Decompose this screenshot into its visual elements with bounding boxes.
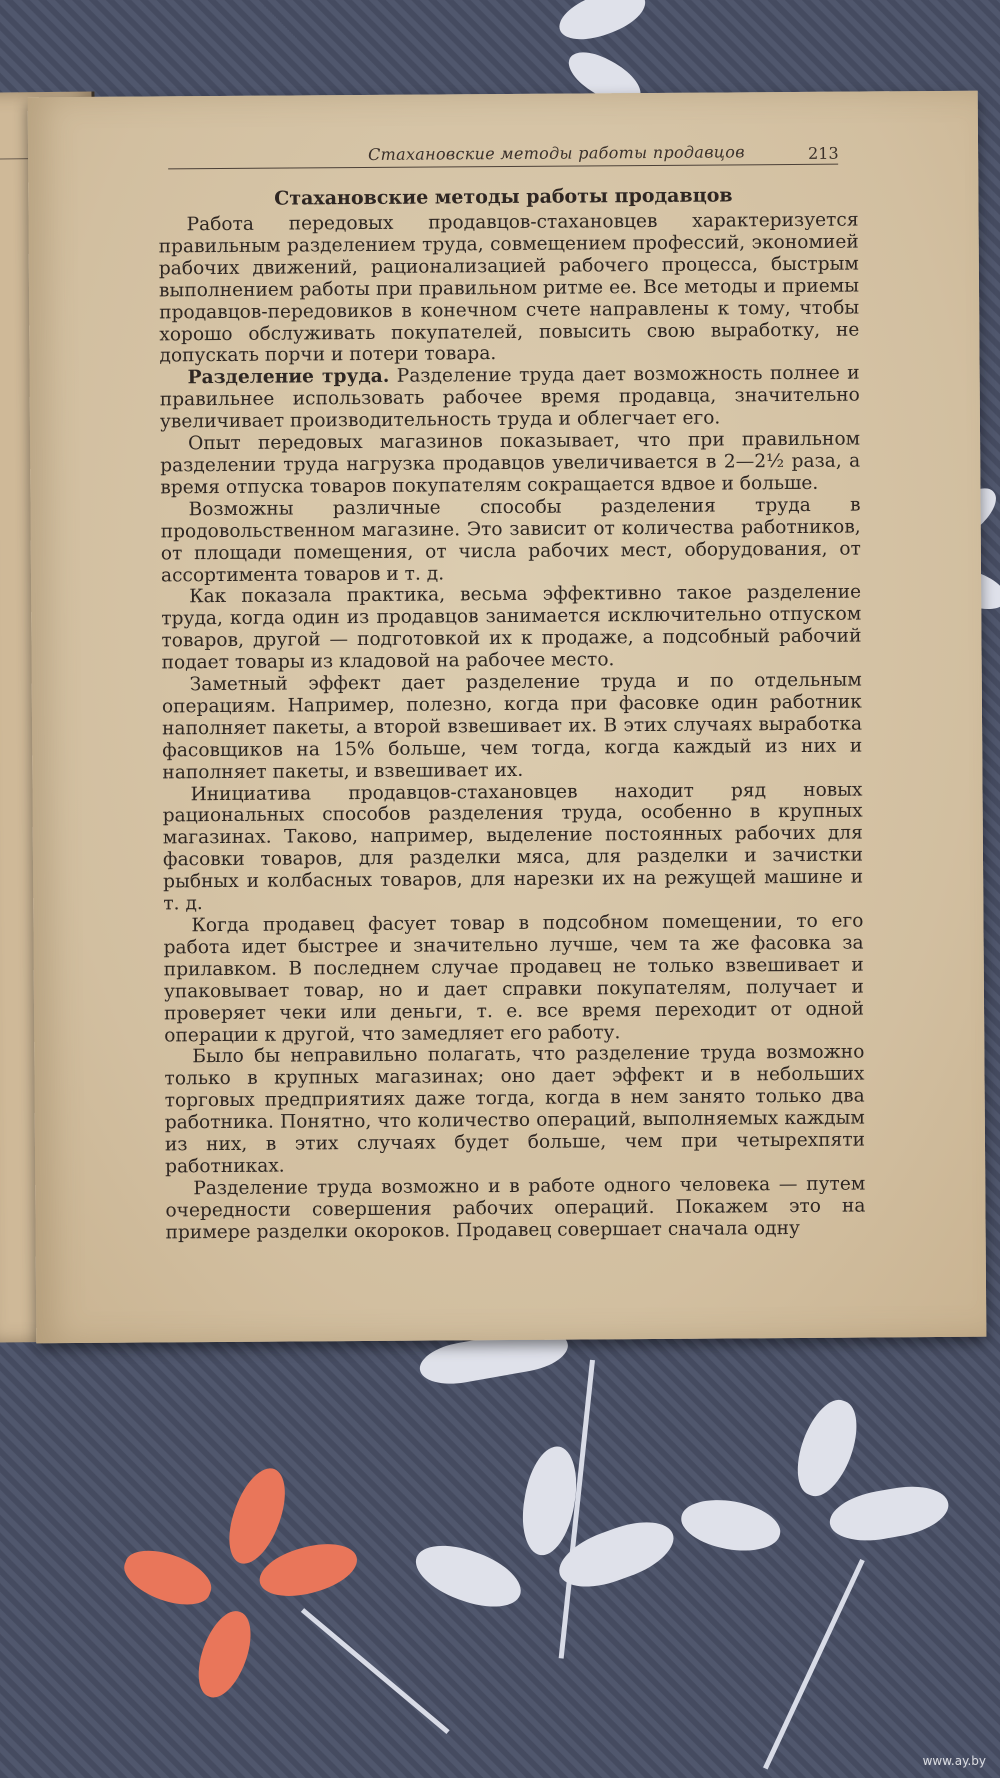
paragraph-text: Разделение труда дает возможность полнее и правильнее использовать рабочее время продавца, значительно увеличивает производительность труда и облегчает его. xyxy=(159,362,860,433)
book-page xyxy=(28,91,987,1344)
fabric-stem-3 xyxy=(301,1608,450,1734)
paragraph-text: Было бы неправильно полагать, что разделение труда возможно только в крупных магазинах; оно дает эффект и в небольших торговых предприятиях даже тогда, когда в нем занято только два работника. Понятно, что количество операций, выполняемых каждым из них, в этих случаях будет больше, чем при четырехпяти работниках. xyxy=(164,1041,866,1178)
watermark: www.ay.by xyxy=(922,1754,986,1768)
paragraph xyxy=(162,779,863,915)
paragraph-text: Заметный эффект дает разделение труда и по отдельным операциям. Например, полезно, когда при фасовке один работник наполняет пакеты, а второй взвешивает их. В этих случаях выработка фасовщиков на 15% больше, чем тогда, когда каждый из них и наполняет пакеты, и взвешивает их. xyxy=(161,669,863,784)
paragraph xyxy=(162,670,863,784)
fabric-stem-2 xyxy=(763,1559,865,1770)
paragraph-text: Как показала практика, весьма эффективно такое разделение труда, когда один из продавцов занимается исключительно отпуском товаров, другой — подготовкой их к продаже, а подсобный рабочий подает товары из кладовой на рабочее место. xyxy=(161,581,862,674)
body-text xyxy=(158,210,865,1244)
paragraph-text: Работа передовых продавцов-стахановцев характеризуется правильным разделением труда, совмещением профессий, экономией рабочих движений, рационализацией рабочего процесса, быстрым выполнением работы при правильном ритме ее. Все методы и приемы продавцов-передовиков в конечном счете направлены к тому, чтобы хорошо обслуживать покупателей, повысить свою выработку, не допускать порчи и потери товара. xyxy=(158,209,860,367)
page-heading: Стахановские методы работы продавцов xyxy=(274,184,733,210)
paragraph xyxy=(160,429,860,500)
paragraph-text: Возможны различные способы разделения труда в продовольственном магазине. Это зависит от количества работников, от площади помещения, от числа рабочих мест, оборудования, от ассортимента товаров и т. д. xyxy=(160,494,861,586)
paragraph xyxy=(161,582,862,675)
paragraph xyxy=(160,494,861,587)
paragraph-lead: Разделение труда. xyxy=(187,366,390,389)
paragraph-text: Разделение труда возможно и в работе одного человека — путем очередности совершения рабочих операций. Покажем это на примере разделки окороков. Продавец совершает сначала одну xyxy=(165,1173,866,1244)
paragraph xyxy=(160,363,860,434)
running-head xyxy=(168,142,838,170)
paragraph-text: Инициатива продавцов-стахановцев находит ряд новых рациональных способов разделения труда, особенно в крупных магазинах. Таково, например, выделение постоянных рабочих для фасовки товаров, для разделки мяса, для разделки и зачистки рыбных и колбасных товаров, для нарезки их на режущей машине и т. д. xyxy=(162,779,864,915)
running-title: Стахановские методы работы продавцов xyxy=(368,142,745,164)
paragraph xyxy=(158,210,859,368)
paragraph xyxy=(164,1042,865,1178)
paragraph xyxy=(163,911,864,1047)
paragraph-text: Опыт передовых магазинов показывает, что при правильном разделении труда нагрузка продавцов увеличивается в 2—2½ раза, а время отпуска товаров покупателям сокращается вдвое и больше. xyxy=(160,428,861,499)
page-number: 213 xyxy=(808,143,839,163)
paragraph xyxy=(165,1173,865,1244)
paragraph-text: Когда продавец фасует товар в подсобном помещении, то его работа идет быстрее и значительно лучше, чем та же фасовка за прилавком. В последнем случае продавец не только взвешивает и упаковывает товар, но и дает справки покупателям, получает и проверяет чеки или деньги, т. е. все время переходит от одной операции к другой, что замедляет его работу. xyxy=(163,910,865,1046)
